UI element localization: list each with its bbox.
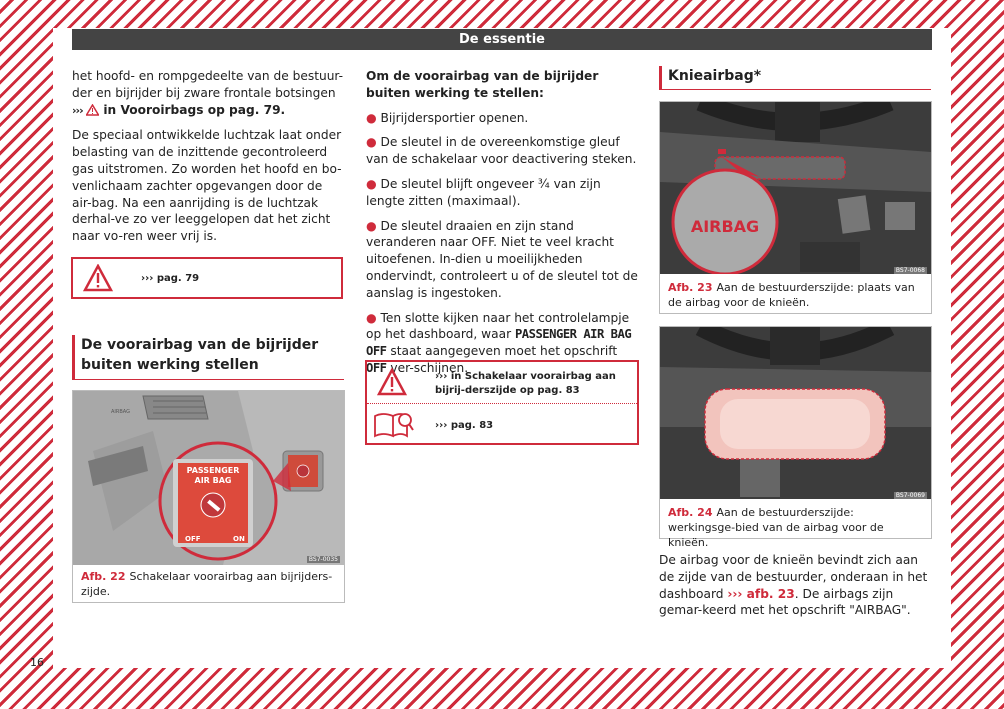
column-2: [366, 68, 638, 385]
warning-box: [71, 257, 343, 299]
switch-label-passenger: PASSENGER: [186, 466, 240, 475]
paragraph-knee-airbag: De airbag voor de knieën bevindt zich aan de zijde van de bestuurder, onderaan in het dashboard ››› afb. 23. De airbags zijn gemar-keerd met het opschrift "AIRBAG".: [659, 553, 928, 618]
book-search-icon: [373, 410, 415, 438]
figure-24-caption: Afb. 24 Aan de bestuurderszijde: werkingsge-bied van de airbag voor de knieën.: [668, 506, 884, 549]
instruction-heading: Om de voorairbag van de bijrijder buiten werking te stellen:: [366, 69, 599, 100]
warning-ref-link[interactable]: ››› in Schakelaar voorairbag aan bijrij-derszijde op pag. 83: [435, 371, 616, 396]
paragraph-intro: het hoofd- en rompgedeelte van de bestuur-der en bijrijder bij zware frontale botsingen ››› in Vooroirbags op pag. 79.: [72, 69, 344, 117]
figure-23-caption: Afb. 23 Aan de bestuurderszijde: plaats van de airbag voor de knieën.: [668, 281, 915, 309]
switch-label-airbag: AIR BAG: [194, 476, 232, 485]
paragraph-airbag-description: De speciaal ontwikkelde luchtzak laat onder belasting van de inzittende gecontroleerd gas uitstromen. Zo worden het hoofd en bo-venlichaam zachter opgevangen door de air-bag. Na een aanrijding is de luchtzak derhal-ve zo ver leeggelopen dat het zicht naar vo-ren weer vrij is.: [72, 128, 342, 244]
warning-icon: [86, 104, 99, 116]
figure-24: [659, 326, 932, 549]
figure-22: [72, 390, 345, 603]
section-heading-deactivate: De voorairbag van de bijrijder buiten werking stellen: [72, 335, 344, 380]
cross-reference-arrows: ›››: [72, 103, 83, 117]
list-item: ● De sleutel draaien en zijn stand veranderen naar OFF. Niet te veel kracht uitoefenen. In-dien u moeilijkheden ondervindt, controleert u of de sleutel tot de aanslag is ingestoken.: [366, 218, 638, 300]
info-ref-link[interactable]: ››› pag. 83: [435, 420, 494, 431]
figure-23: [659, 101, 932, 314]
page-header: De essentie: [72, 29, 932, 50]
figure-code: BS7-0068: [895, 267, 925, 274]
figure-22-illustration: [73, 391, 344, 565]
warning-note-box: [365, 360, 639, 445]
dashboard-indicator-text: PASSENGER AIR BAG OFF: [366, 327, 632, 359]
page-number: 16: [30, 656, 44, 669]
figure-24-illustration: [660, 327, 931, 499]
figure-23-illustration: [660, 102, 931, 274]
section-heading-knee-airbag: Knieairbag*: [659, 66, 931, 90]
switch-label-on: ON: [233, 535, 245, 543]
airbag-callout-label: AIRBAG: [690, 217, 760, 236]
airbag-small-label: AIRBAG: [111, 409, 131, 415]
switch-label-off: OFF: [185, 535, 201, 543]
list-item: ● Bijrijdersportier openen.: [366, 110, 529, 125]
figure-22-caption: Afb. 22 Schakelaar voorairbag aan bijrijders-zijde.: [81, 570, 333, 598]
list-item: ● De sleutel blijft ongeveer ¾ van zijn lengte zitten (maximaal).: [366, 176, 601, 208]
figure-ref-link[interactable]: ››› afb. 23: [727, 586, 795, 601]
warning-icon: [83, 264, 113, 292]
cross-reference-link[interactable]: in Vooroirbags op pag. 79.: [103, 102, 286, 117]
column-1: [72, 68, 344, 253]
figure-code: BS7-0069: [895, 492, 925, 499]
list-item: ● Ten slotte kijken naar het controlelampje op het dashboard, waar PASSENGER AIR BAG OFF staat aangegeven moet het opschrift OFF ver-schijnen.: [366, 310, 632, 375]
warning-icon: [377, 368, 407, 396]
figure-code: BS7-0035: [308, 556, 338, 563]
list-item: ● De sleutel in de overeenkomstige gleuf van de schakelaar voor deactivering steken.: [366, 135, 637, 167]
warning-ref-link[interactable]: ››› pag. 79: [141, 273, 200, 284]
